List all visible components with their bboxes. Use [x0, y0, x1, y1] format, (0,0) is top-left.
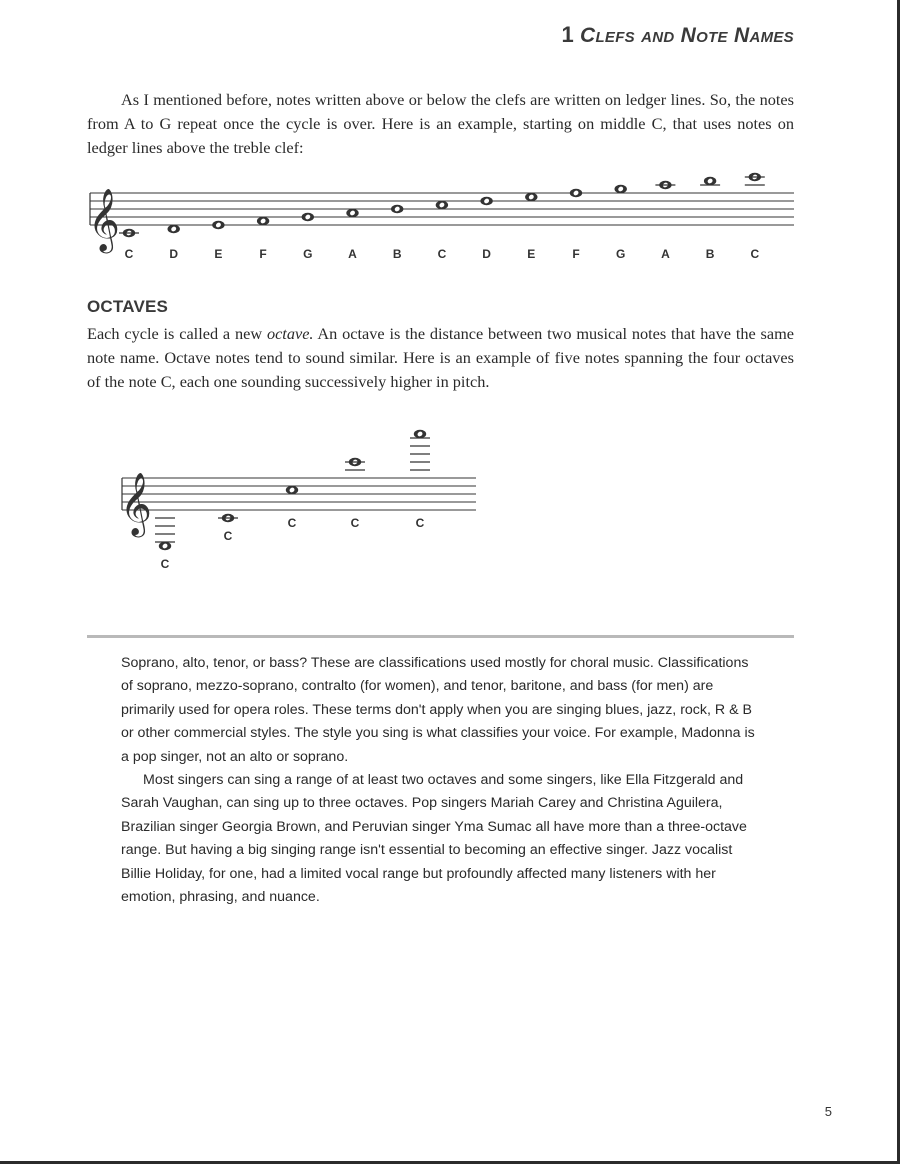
whole-note [218, 514, 238, 522]
note-name-label: B [705, 247, 715, 261]
note-name-label: B [392, 247, 402, 261]
sidebar-paragraph: Soprano, alto, tenor, or bass? These are classifications used mostly for choral music. Classifications of soprano, mezzo-soprano, contralto (for women), and tenor, baritone, and bass (for men) are primarily used for opera roles. These terms don't apply when you are singing blues, jazz, rock, R & B or other commercial styles. The style you sing is what classifies your voice. For example, Madonna is a pop singer, not an alto or soprano. [121, 655, 755, 765]
staff-lines [88, 188, 794, 254]
chapter-number: 1 [561, 22, 574, 47]
note-name-label: C [223, 529, 233, 543]
note-name-label: F [259, 247, 267, 261]
note-name-label: C [437, 247, 447, 261]
whole-note [615, 185, 627, 193]
whole-note [700, 177, 720, 185]
section-heading-octaves: OCTAVES [87, 297, 169, 316]
sidebar-divider [87, 635, 794, 638]
whole-note [345, 458, 365, 470]
octaves-text-end: An octave is the distance between two musical notes that have the same note name. Octave notes tend to sound similar. Here is an example of five notes spanning the four octaves of the note C, each one sounding successively higher in pitch. [87, 324, 794, 391]
treble-clef-icon: 𝄞 [120, 472, 152, 535]
chapter-header [561, 22, 794, 48]
whole-note [480, 197, 492, 205]
whole-note [212, 221, 224, 229]
intro-paragraph: As I mentioned before, notes written above or below the clefs are written on ledger lines. So, the notes from A to G repeat once the cycle is over. Here is an example, starting on middle C, that uses notes on ledger lines above the treble clef: [87, 90, 794, 157]
note-name-label: E [214, 247, 223, 261]
note-name-label: C [124, 247, 134, 261]
whole-note [286, 486, 298, 494]
note-name-label: A [348, 247, 357, 261]
note-name-label: A [661, 247, 670, 261]
sidebar-box [121, 652, 761, 909]
note-name-label: C [415, 516, 425, 530]
octave-term: octave. [266, 324, 314, 343]
note-name-label: E [527, 247, 536, 261]
note-name-label: F [572, 247, 580, 261]
note-group [119, 173, 765, 237]
whole-note [155, 518, 175, 550]
whole-note [655, 181, 675, 189]
whole-note [168, 225, 180, 233]
page-number: 5 [824, 1104, 832, 1119]
staff-example-ledger-lines [86, 170, 798, 270]
treble-clef-icon: 𝄞 [88, 188, 120, 251]
octaves-paragraph [87, 322, 794, 394]
note-name-label: C [287, 516, 297, 530]
sidebar-paragraph: Most singers can sing a range of at least two octaves and some singers, like Ella Fitzgerald and Sarah Vaughan, can sing up to three octaves. Pop singers Mariah Carey and Christina Aguilera, Brazilian singer Georgia Brown, and Peruvian singer Yma Sumac all have more than a three-octave range. But having a big singing range isn't essential to becoming an effective singer. Jazz vocalist Billie Holiday, for one, had a limited vocal range but profoundly affected many listeners with her emotion, phrasing, and nuance. [121, 772, 747, 906]
whole-note [257, 217, 269, 225]
octaves-text-start: Each cycle is called a new [87, 324, 267, 343]
note-name-label: C [750, 247, 760, 261]
note-labels [161, 516, 425, 571]
whole-note [302, 213, 314, 221]
whole-note [391, 205, 403, 213]
note-name-label: C [350, 516, 360, 530]
whole-note [346, 209, 358, 217]
whole-note [410, 430, 430, 470]
note-name-label: G [303, 247, 313, 261]
note-labels [125, 247, 760, 261]
whole-note [525, 193, 537, 201]
whole-note [436, 201, 448, 209]
whole-note [570, 189, 582, 197]
note-group [155, 430, 430, 550]
whole-note [119, 229, 139, 237]
note-name-label: D [482, 247, 491, 261]
note-name-label: D [169, 247, 179, 261]
note-name-label: G [616, 247, 626, 261]
staff-example-octaves [118, 420, 488, 580]
chapter-title: Clefs and Note Names [579, 24, 794, 47]
note-name-label: C [160, 557, 170, 571]
whole-note [745, 173, 765, 185]
